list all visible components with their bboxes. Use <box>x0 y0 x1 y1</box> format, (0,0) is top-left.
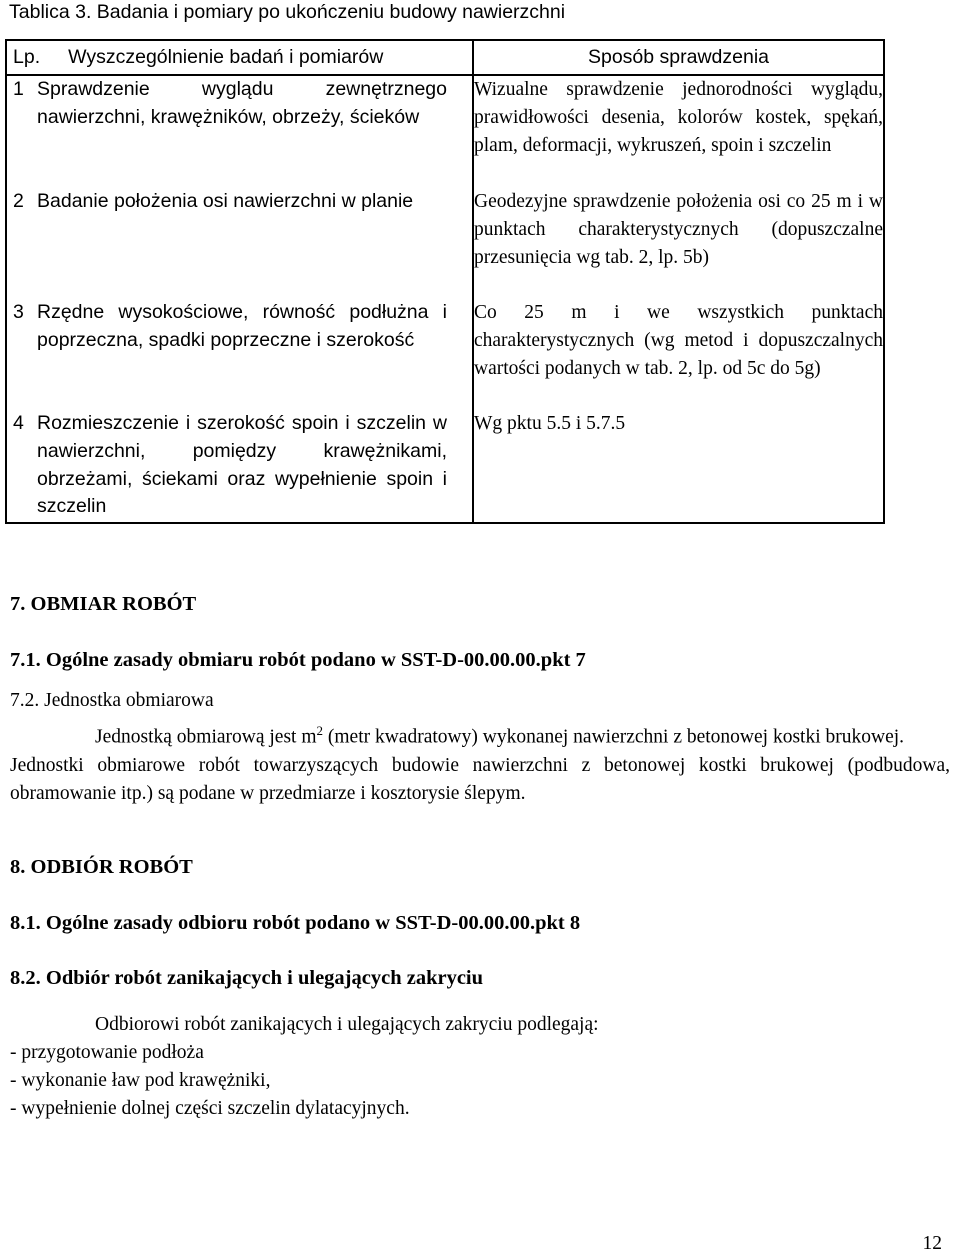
header-cell-left <box>6 40 473 75</box>
accompanying-works-paragraph: Jednostki obmiarowe robót towarzyszących budowie nawierzchni z betonowej kostki brukowej (podbudowa, obramowanie itp.) są podane w przedmiarze i kosztorysie ślepym. <box>10 754 950 804</box>
list-item: - wypełnienie dolnej części szczelin dylatacyjnych. <box>10 1098 410 1119</box>
table-caption: Tablica 3. Badania i pomiary po ukończeniu budowy nawierzchni <box>9 1 566 23</box>
section-7-2-heading: 7.2. Jednostka obmiarowa <box>10 690 214 711</box>
descriptions-cell <box>6 75 473 523</box>
row-number: 4 <box>13 412 24 434</box>
row-number: 1 <box>13 78 24 100</box>
list-item: - przygotowanie podłoża <box>10 1042 204 1063</box>
methods-cell <box>473 75 884 523</box>
header-description: Wyszczególnienie badań i pomiarów <box>68 46 384 68</box>
row-description: Badanie położenia osi nawierzchni w planie <box>37 190 414 212</box>
row-number: 2 <box>13 190 24 212</box>
row-description: Sprawdzenie wyglądu zewnętrznego nawierzchni, krawężników, obrzeży, ścieków <box>37 78 447 128</box>
header-method: Sposób sprawdzenia <box>473 40 884 75</box>
table-row <box>7 76 472 188</box>
unit-text-post: (metr kwadratowy) wykonanej nawierzchni z betonowej kostki brukowej. <box>323 726 905 748</box>
row-method: Geodezyjne sprawdzenie położenia osi co 25 m i w punktach charakterystycznych (dopuszczalne przesunięcia wg tab. 2, lp. 5b) <box>474 191 883 268</box>
row-method: Wizualne sprawdzenie jednorodności wyglądu, prawidłowości desenia, kolorów kostek, spękań, plam, deformacji, wykruszeń, spoin i szczelin <box>474 79 883 156</box>
row-method: Co 25 m i we wszystkich punktach charakterystycznych (wg metod i dopuszczalnych wartości podanych w tab. 2, lp. od 5c do 5g) <box>474 302 883 379</box>
section-8-heading: 8. ODBIÓR ROBÓT <box>10 856 193 878</box>
section-7-1-heading: 7.1. Ogólne zasady obmiaru robót podano w SST-D-00.00.00.pkt 7 <box>10 649 586 671</box>
unit-paragraph <box>10 717 950 808</box>
table-header-row <box>6 40 884 75</box>
section-8-2-heading: 8.2. Odbiór robót zanikających i ulegających zakryciu <box>10 967 484 989</box>
row-description: Rzędne wysokościowe, równość podłużna i poprzeczna, spadki poprzeczne i szerokość <box>37 301 447 351</box>
table-body-row <box>6 75 884 523</box>
acceptance-intro: Odbiorowi robót zanikających i ulegających zakryciu podlegają: <box>95 1014 599 1035</box>
unit-superscript: 2 <box>316 723 323 738</box>
list-item: - wykonanie ław pod krawężniki, <box>10 1070 271 1091</box>
unit-text-pre: Jednostką obmiarową jest m <box>95 726 317 748</box>
header-lp: Lp. <box>13 46 41 68</box>
table-row <box>7 410 472 522</box>
row-number: 3 <box>13 301 24 323</box>
row-method: Wg pktu 5.5 i 5.7.5 <box>474 413 626 434</box>
tests-table <box>5 39 885 524</box>
table-row <box>7 299 472 410</box>
acceptance-list-block <box>10 1011 950 1123</box>
row-description: Rozmieszczenie i szerokość spoin i szczelin w nawierzchni, pomiędzy krawężnikami, obrzeżami, ściekami oraz wypełnienie spoin i szczelin <box>37 412 447 518</box>
section-8-1-heading: 8.1. Ogólne zasady odbioru robót podano w SST-D-00.00.00.pkt 8 <box>10 912 581 934</box>
unit-paragraph-text <box>10 717 950 752</box>
table-row <box>7 188 472 299</box>
section-7-heading: 7. OBMIAR ROBÓT <box>10 593 197 615</box>
page-number: 12 <box>922 1233 942 1254</box>
